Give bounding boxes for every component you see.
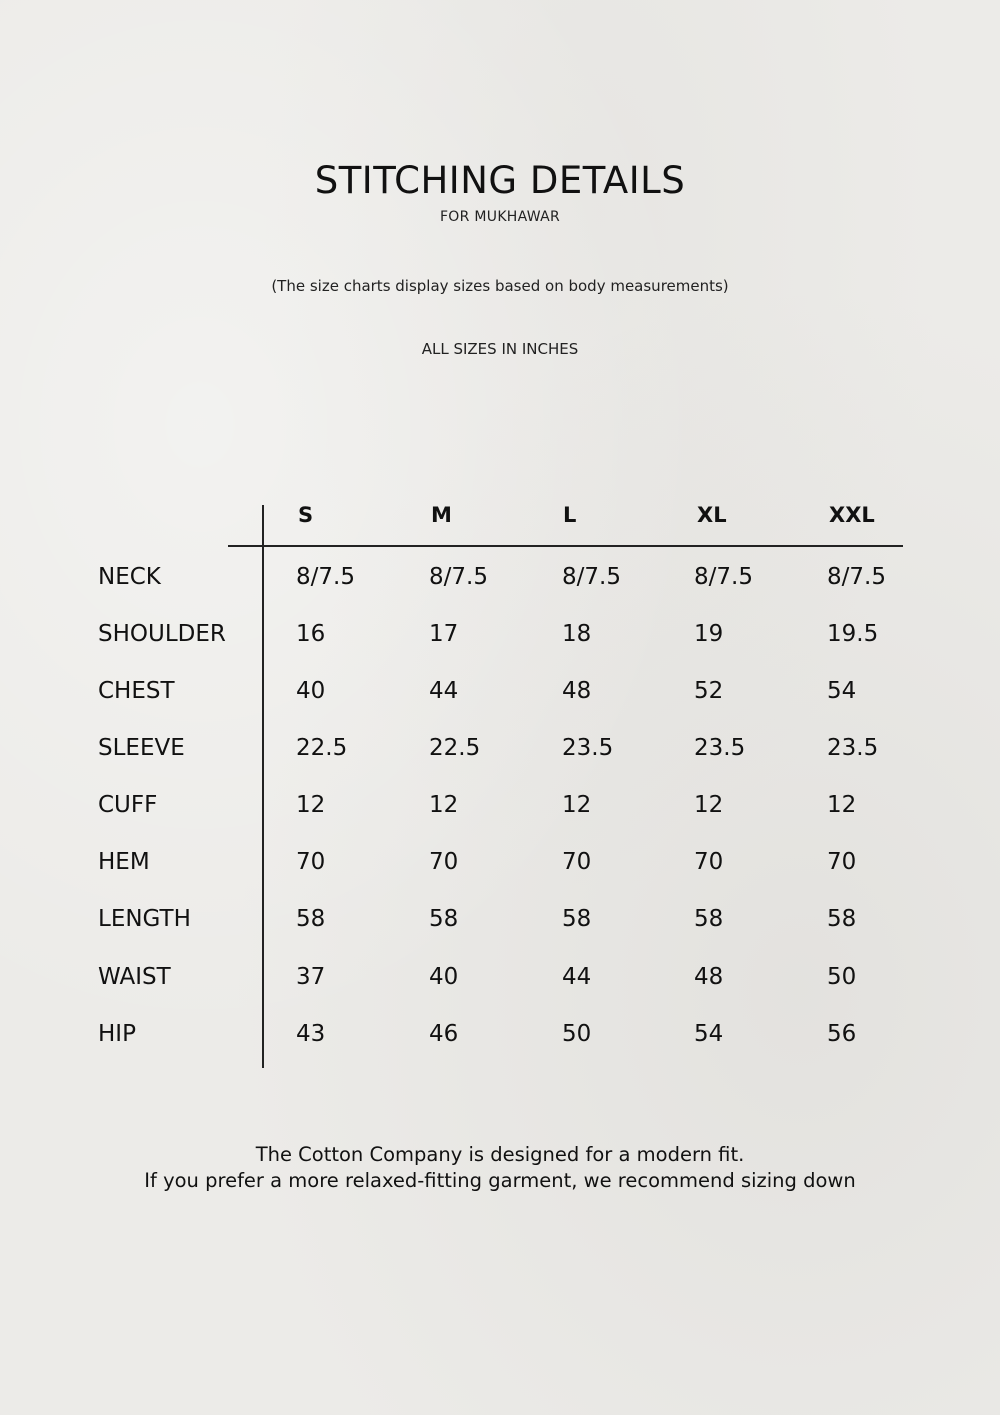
table-cell: 19.5	[827, 621, 879, 647]
table-cell: 18	[562, 621, 592, 647]
table-cell: 46	[429, 1021, 459, 1047]
table-cell: 56	[827, 1021, 857, 1047]
table-cell: 19	[694, 621, 724, 647]
size-header-s: S	[298, 503, 314, 527]
table-cell: 58	[562, 906, 592, 932]
table-cell: 52	[694, 678, 724, 704]
table-cell: 54	[827, 678, 857, 704]
table-cell: 12	[827, 792, 857, 818]
table-cell: 70	[429, 849, 459, 875]
row-label-sleeve: SLEEVE	[98, 735, 185, 761]
table-cell: 16	[296, 621, 326, 647]
table-cell: 43	[296, 1021, 326, 1047]
table-cell: 58	[296, 906, 326, 932]
row-label-chest: CHEST	[98, 678, 175, 704]
table-cell: 8/7.5	[429, 564, 488, 590]
table-cell: 22.5	[296, 735, 348, 761]
table-cell: 23.5	[694, 735, 746, 761]
table-cell: 40	[429, 964, 459, 990]
table-cell: 50	[827, 964, 857, 990]
fit-note	[0, 1142, 1000, 1194]
table-cell: 40	[296, 678, 326, 704]
size-header-xxl: XXL	[829, 503, 875, 527]
units-note: ALL SIZES IN INCHES	[421, 340, 579, 358]
table-cell: 23.5	[827, 735, 879, 761]
table-cell: 8/7.5	[562, 564, 621, 590]
table-cell: 12	[562, 792, 592, 818]
row-label-shoulder: SHOULDER	[98, 621, 226, 647]
table-cell: 54	[694, 1021, 724, 1047]
table-cell: 48	[562, 678, 592, 704]
fit-note-line-2: If you prefer a more relaxed-fitting garment, we recommend sizing down	[144, 1169, 856, 1192]
page-subtitle: FOR MUKHAWAR	[439, 209, 561, 225]
row-label-length: LENGTH	[98, 906, 191, 932]
table-cell: 50	[562, 1021, 592, 1047]
table-cell: 58	[429, 906, 459, 932]
table-header-divider	[228, 545, 903, 547]
table-cell: 70	[827, 849, 857, 875]
table-cell: 70	[694, 849, 724, 875]
table-cell: 44	[562, 964, 592, 990]
table-cell: 58	[827, 906, 857, 932]
measurement-note: (The size charts display sizes based on body measurements)	[271, 277, 729, 295]
size-header-m: M	[431, 503, 452, 527]
fit-note-line-1: The Cotton Company is designed for a modern fit.	[255, 1143, 745, 1166]
row-label-neck: NECK	[98, 564, 161, 590]
table-cell: 22.5	[429, 735, 481, 761]
size-header-xl: XL	[697, 503, 727, 527]
row-label-cuff: CUFF	[98, 792, 158, 818]
table-cell: 12	[429, 792, 459, 818]
table-cell: 48	[694, 964, 724, 990]
row-label-hip: HIP	[98, 1021, 136, 1047]
table-cell: 23.5	[562, 735, 614, 761]
table-cell: 70	[296, 849, 326, 875]
table-vertical-divider	[262, 505, 264, 1068]
page-title: STITCHING DETAILS	[314, 159, 686, 202]
row-label-hem: HEM	[98, 849, 150, 875]
table-cell: 8/7.5	[694, 564, 753, 590]
table-cell: 8/7.5	[296, 564, 355, 590]
table-cell: 44	[429, 678, 459, 704]
table-cell: 17	[429, 621, 459, 647]
table-cell: 12	[296, 792, 326, 818]
size-header-l: L	[563, 503, 577, 527]
table-cell: 37	[296, 964, 326, 990]
table-cell: 8/7.5	[827, 564, 886, 590]
table-cell: 58	[694, 906, 724, 932]
row-label-waist: WAIST	[98, 964, 171, 990]
table-cell: 12	[694, 792, 724, 818]
table-cell: 70	[562, 849, 592, 875]
